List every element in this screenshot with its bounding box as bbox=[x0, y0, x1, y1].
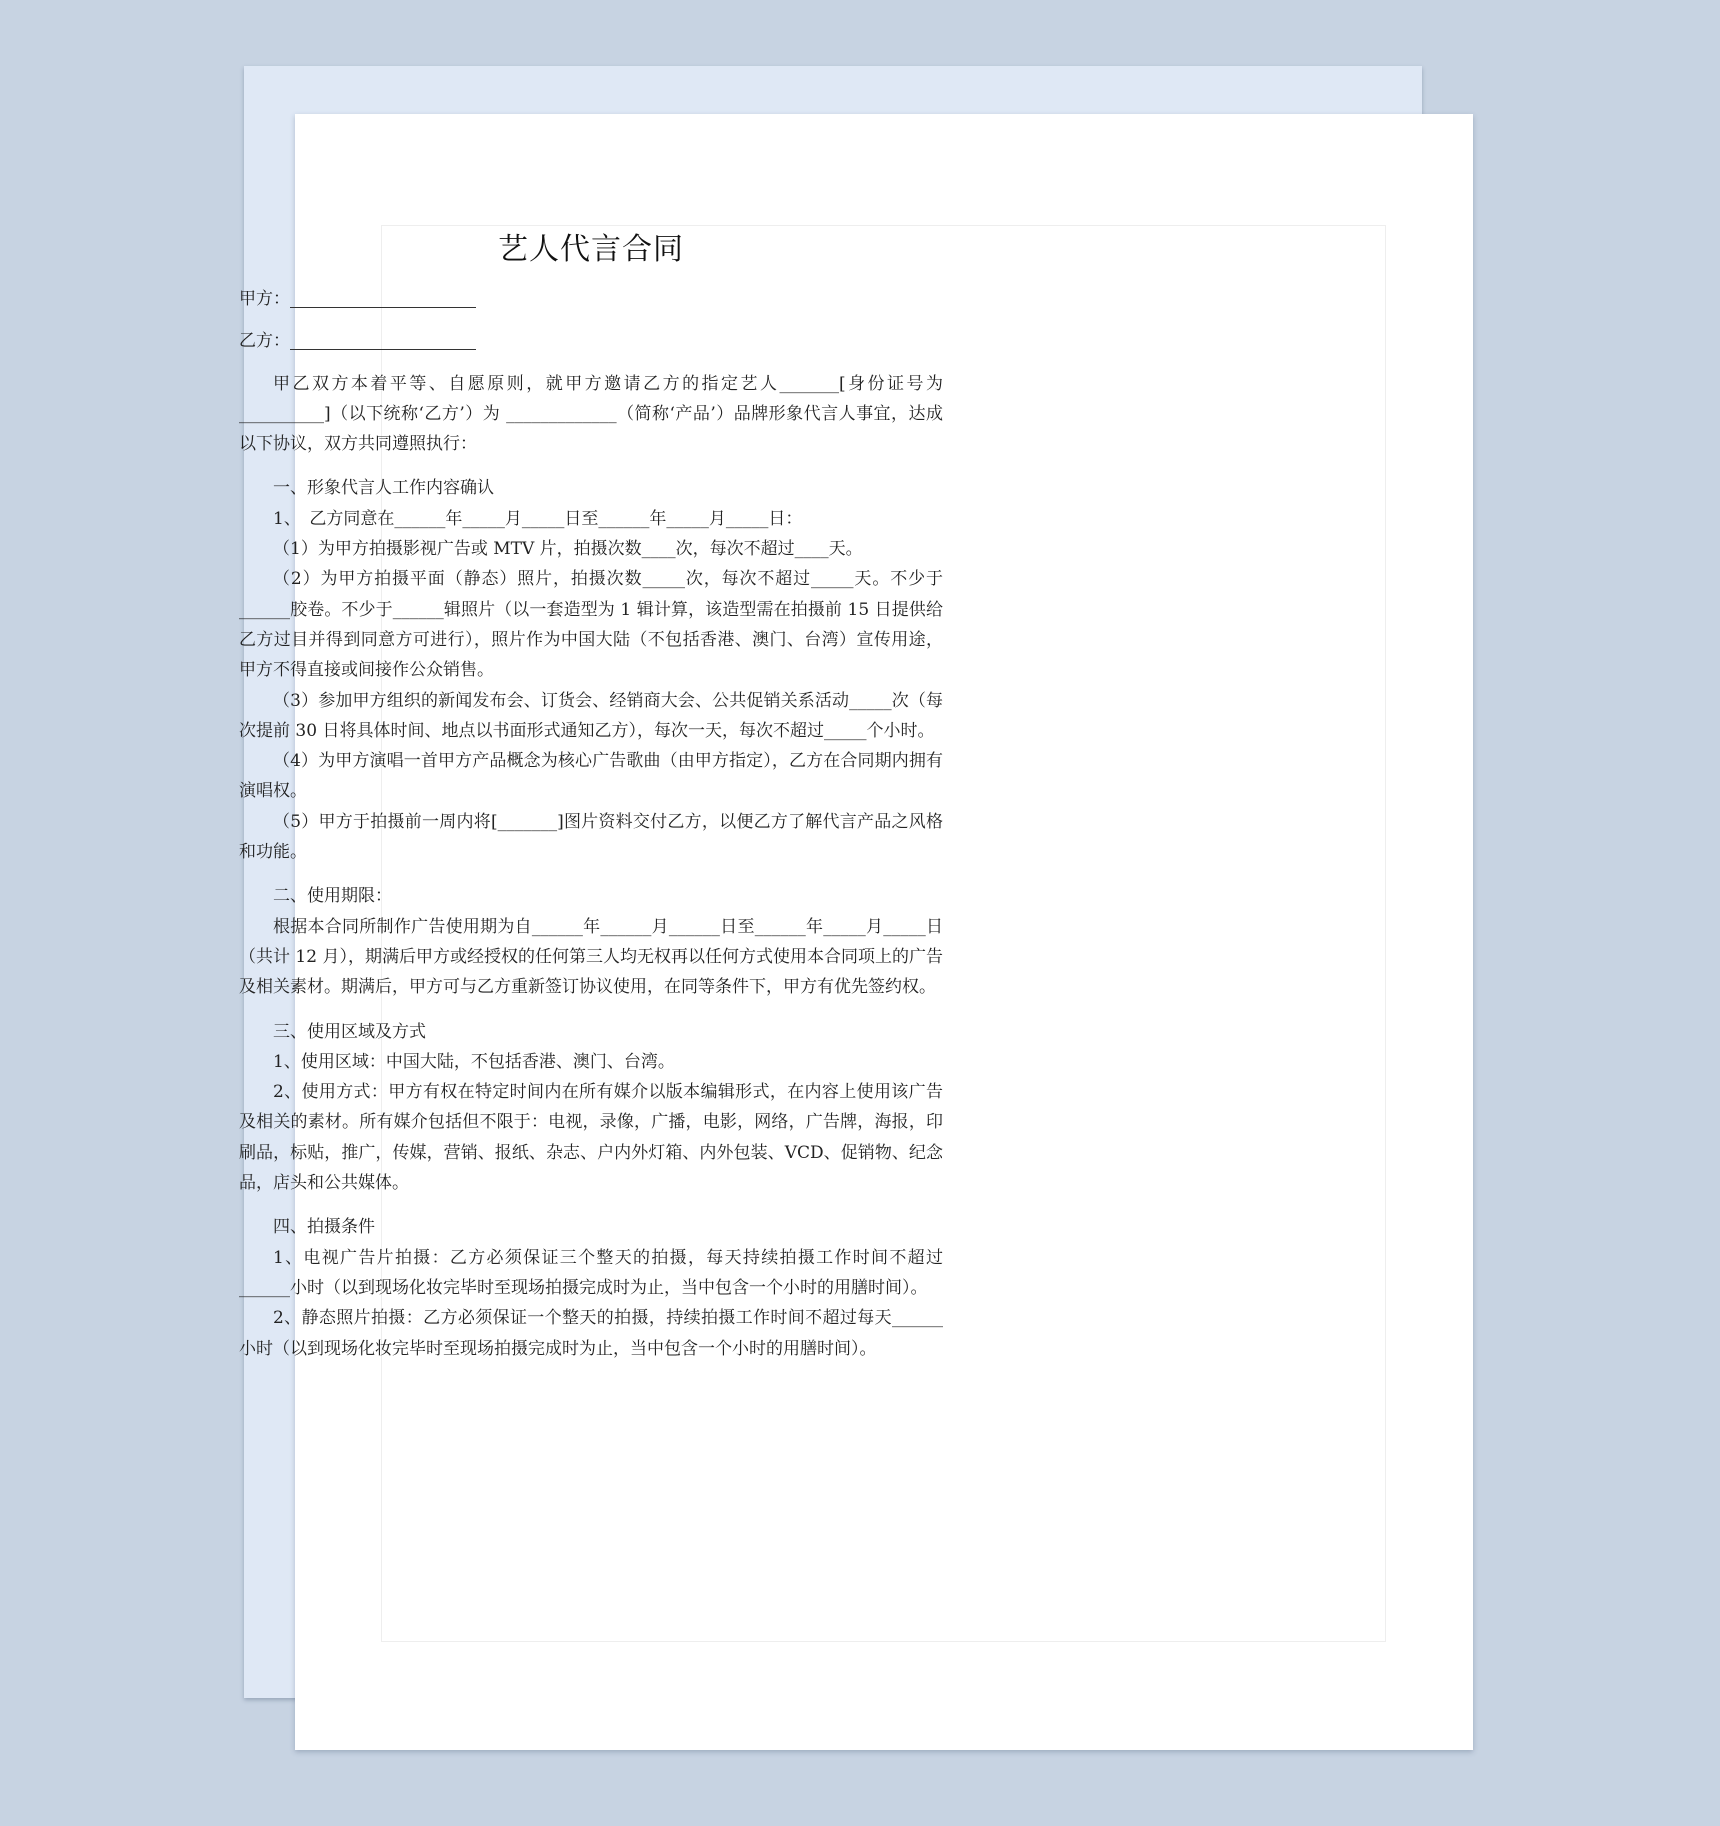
clause-1-1-5: （5）甲方于拍摄前一周内将[_______]图片资料交付乙方，以便乙方了解代言产品之风格和功能。 bbox=[239, 811, 943, 863]
clause-2-body: 根据本合同所制作广告使用期为自______年______月______日至______年_____月_____日（共计 12 月），期满后甲方或经授权的任何第三人均无权再以任何方式使用本合同项上的广告及相关素材。期满后，甲方可与乙方重新签订协议使用，在同等条件下，甲方有优先签约权。 bbox=[239, 916, 943, 998]
clause-3-1: 1、使用区域：中国大陆，不包括香港、澳门、台湾。 bbox=[273, 1051, 675, 1072]
preamble-paragraph: 甲乙双方本着平等、自愿原则，就甲方邀请乙方的指定艺人_______[身份证号为__________]（以下统称‘乙方’）为 _____________（简称‘产品’）品牌形象代言人事宜，达成以下协议，双方共同遵照执行： bbox=[239, 373, 943, 455]
clause-4-1: 1、电视广告片拍摄：乙方必须保证三个整天的拍摄，每天持续拍摄工作时间不超过______小时（以到现场化妆完毕时至现场拍摄完成时为止，当中包含一个小时的用膳时间）。 bbox=[239, 1247, 943, 1298]
party-a-blank bbox=[290, 287, 476, 308]
clause-1-1-1: （1）为甲方拍摄影视广告或 MTV 片，拍摄次数____次，每次不超过____天。 bbox=[273, 539, 863, 560]
clause-3-2: 2、使用方式：甲方有权在特定时间内在所有媒介以版本编辑形式，在内容上使用该广告及相关的素材。所有媒介包括但不限于：电视，录像，广播，电影，网络，广告牌，海报，印刷品，标贴，推广，传媒，营销、报纸、杂志、户内外灯箱、内外包装、VCD、促销物、纪念品，店头和公共媒体。 bbox=[239, 1082, 943, 1194]
party-a-label: 甲方： bbox=[239, 289, 290, 309]
document-body bbox=[239, 230, 943, 1364]
clause-1-1-4: （4）为甲方演唱一首甲方产品概念为核心广告歌曲（由甲方指定），乙方在合同期内拥有演唱权。 bbox=[239, 751, 943, 802]
section-3-heading: 三、使用区域及方式 bbox=[273, 1021, 426, 1042]
party-a-line bbox=[239, 284, 943, 314]
section-4-heading: 四、拍摄条件 bbox=[273, 1217, 375, 1238]
clause-1-1-2: （2）为甲方拍摄平面（静态）照片，拍摄次数_____次，每次不超过_____天。不少于______胶卷。不少于______辑照片（以一套造型为 1 辑计算，该造型需在拍摄前 15 日提供给乙方过目并得到同意方可进行），照片作为中国大陆（不包括香港、澳门、台湾）宣传用途，甲方不得直接或间接作公众销售。 bbox=[239, 569, 943, 681]
clause-1-1-3: （3）参加甲方组织的新闻发布会、订货会、经销商大会、公共促销关系活动_____次（每次提前 30 日将具体时间、地点以书面形式通知乙方），每次一天，每次不超过_____个小时。 bbox=[239, 690, 943, 741]
party-b-label: 乙方： bbox=[239, 331, 290, 352]
clause-1-1: 1、 乙方同意在______年_____月_____日至______年_____月_____日： bbox=[273, 508, 803, 529]
section-2-heading: 二、使用期限： bbox=[273, 886, 392, 907]
section-1-heading: 一、形象代言人工作内容确认 bbox=[273, 478, 494, 499]
document-title: 艺人代言合同 bbox=[498, 232, 684, 267]
party-b-blank bbox=[290, 329, 476, 350]
party-b-line bbox=[239, 326, 943, 356]
clause-4-2: 2、静态照片拍摄：乙方必须保证一个整天的拍摄，持续拍摄工作时间不超过每天______小时（以到现场化妆完毕时至现场拍摄完成时为止，当中包含一个小时的用膳时间）。 bbox=[239, 1308, 943, 1359]
